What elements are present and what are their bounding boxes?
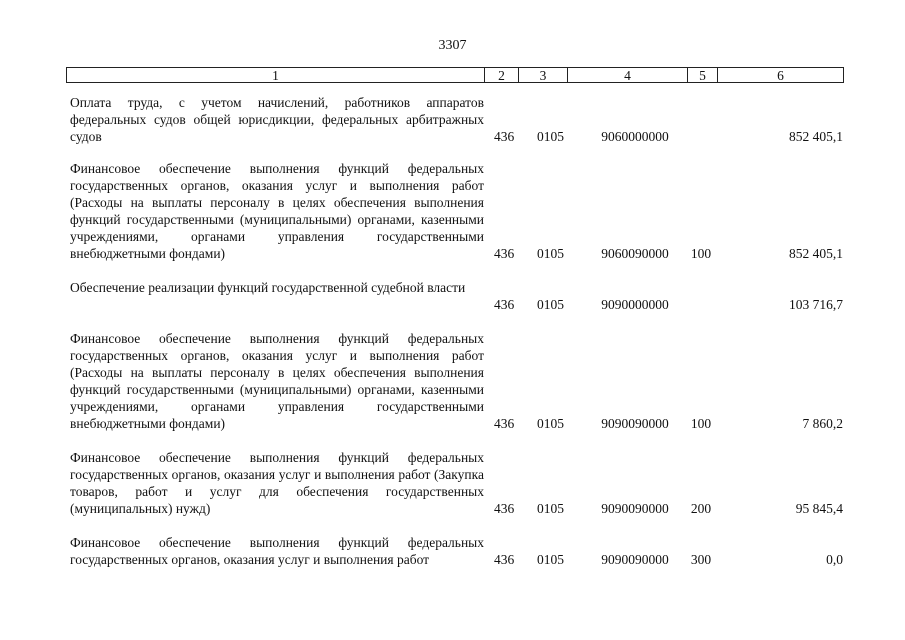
row-col-4: 9060000000 (601, 129, 669, 144)
row-col-3: 0105 (537, 129, 564, 144)
table-header-row (66, 67, 844, 83)
row-col-6: 852 405,1 (789, 246, 843, 261)
row-col-3: 0105 (537, 552, 564, 567)
header-col-4: 4 (567, 68, 687, 82)
row-col-4: 9060090000 (601, 246, 669, 261)
row-col-4: 9090000000 (601, 297, 669, 312)
header-col-1: 1 (272, 68, 279, 83)
row-description: Финансовое обеспечение выполнения функций федеральных государственных органов, оказания услуг и выполнения работ (70, 535, 484, 567)
row-col-2: 436 (494, 501, 515, 516)
row-col-2: 436 (494, 129, 515, 144)
header-col-3: 3 (518, 68, 567, 82)
row-col-3: 0105 (537, 501, 564, 516)
row-col-3: 0105 (537, 297, 564, 312)
row-col-4: 9090090000 (601, 552, 669, 567)
table-row (0, 449, 905, 517)
table-row (0, 279, 905, 313)
table-row (0, 330, 905, 432)
row-description: Финансовое обеспечение выполнения функций федеральных государственных органов, оказания услуг и выполнения работ (Расходы на выплаты персоналу в целях обеспечения выполнения функций государственными (муниципальными) органами, казенными учреждениями, органами управления государственными внебюджетными фондами) (70, 161, 484, 261)
row-col-2: 436 (494, 246, 515, 261)
page-number: 3307 (438, 38, 467, 53)
row-description: Обеспечение реализации функций государственной судебной власти (70, 280, 466, 295)
row-col-5: 100 (690, 246, 712, 261)
row-col-6: 7 860,2 (802, 416, 843, 431)
row-col-4: 9090090000 (601, 416, 669, 431)
row-col-5: 200 (690, 501, 712, 516)
row-col-2: 436 (494, 297, 515, 312)
row-col-2: 436 (494, 416, 515, 431)
row-col-2: 436 (494, 552, 515, 567)
row-col-3: 0105 (537, 246, 564, 261)
row-description: Финансовое обеспечение выполнения функций федеральных государственных органов, оказания услуг и выполнения работ (Закупка товаров, работ и услуг для обеспечения государственных (муниципальных) нужд) (70, 450, 484, 516)
header-col-5: 5 (687, 68, 717, 82)
row-col-6: 0,0 (826, 552, 843, 567)
row-description: Финансовое обеспечение выполнения функций федеральных государственных органов, оказания услуг и выполнения работ (Расходы на выплаты персоналу в целях обеспечения выполнения функций государственными (муниципальными) органами, казенными учреждениями, органами управления государственными внебюджетными фондами) (70, 331, 484, 431)
row-col-5: 300 (690, 552, 712, 567)
table-row (0, 94, 905, 145)
row-col-5: 100 (690, 416, 712, 431)
row-col-6: 95 845,4 (795, 501, 843, 516)
table-row (0, 160, 905, 262)
header-col-2: 2 (484, 68, 518, 82)
row-description: Оплата труда, с учетом начислений, работников аппаратов федеральных судов общей юрисдикции, федеральных арбитражных судов (70, 95, 484, 144)
row-col-6: 852 405,1 (789, 129, 843, 144)
row-col-6: 103 716,7 (789, 297, 843, 312)
row-col-3: 0105 (537, 416, 564, 431)
table-row (0, 534, 905, 568)
row-col-4: 9090090000 (601, 501, 669, 516)
header-col-6: 6 (717, 68, 843, 82)
